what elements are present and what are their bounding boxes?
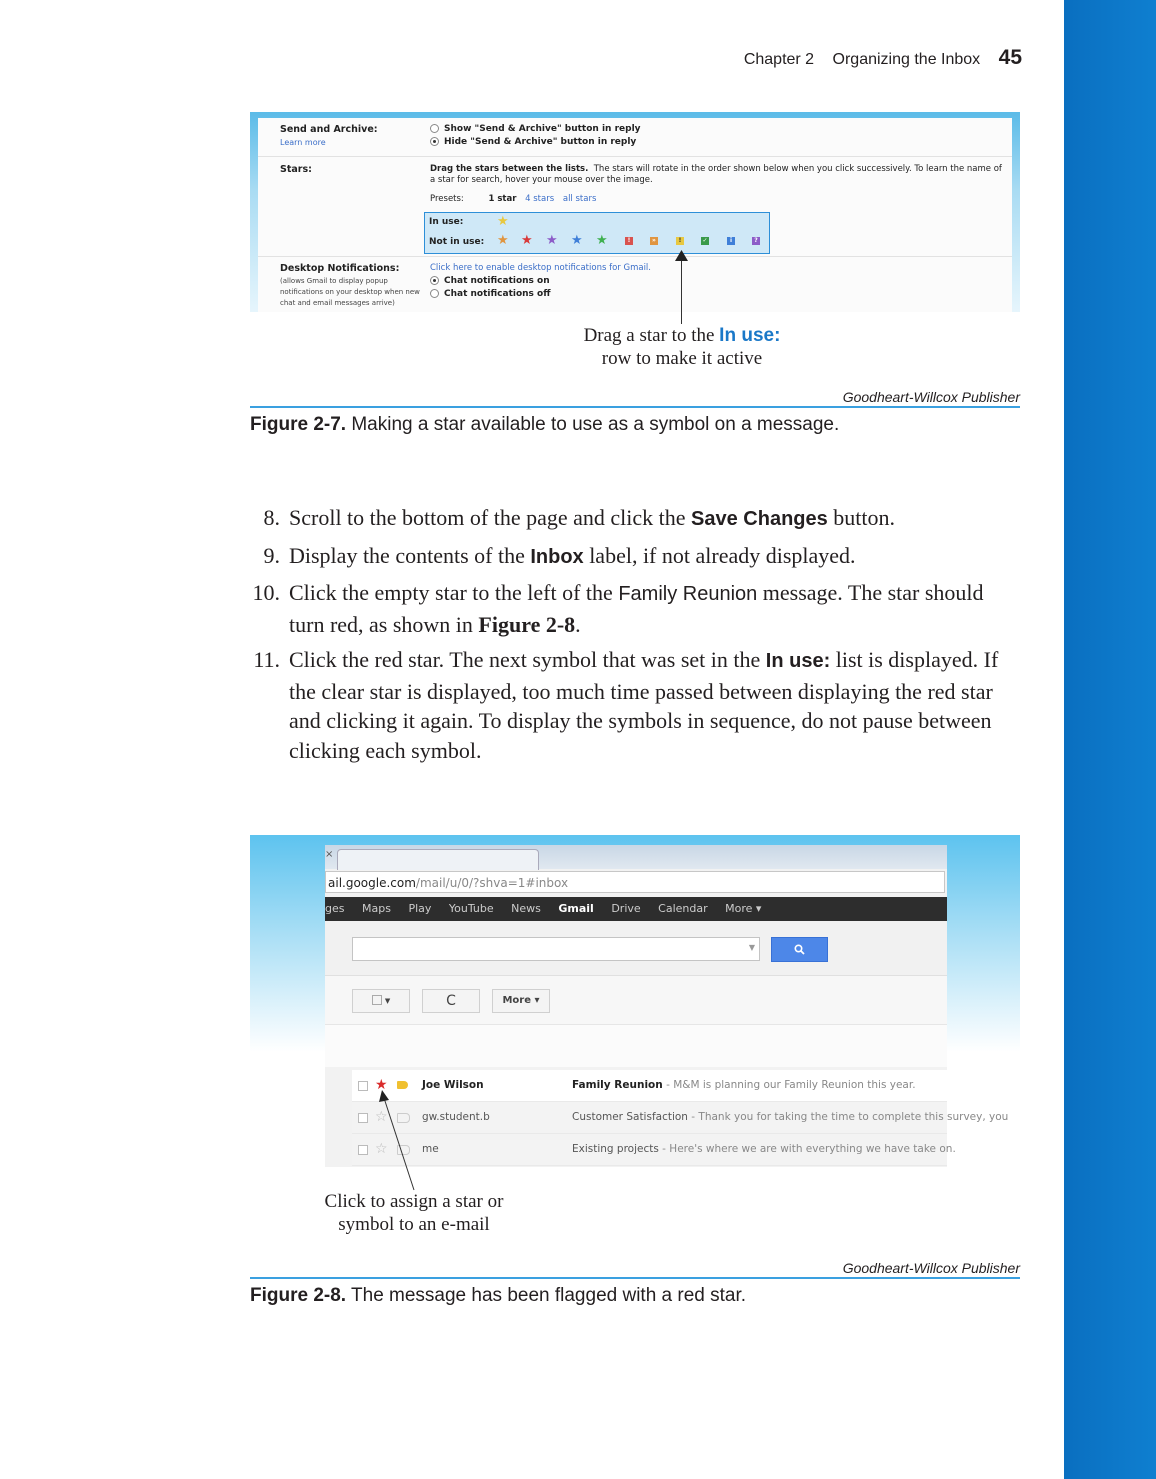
not-in-use-label: Not in use: (429, 237, 485, 247)
chat-notifications-off-option[interactable]: Chat notifications off (430, 289, 551, 299)
page-number: 45 (998, 46, 1022, 69)
nav-images[interactable]: ges (325, 902, 345, 915)
desktop-notifications-sub: (allows Gmail to display popup notifications on your desktop when new chat and email messages arrive) (280, 277, 420, 307)
chapter-title: Organizing the Inbox (832, 51, 981, 68)
edge-color-band (1064, 0, 1156, 1479)
blue-info-icon[interactable]: i (727, 237, 735, 245)
sender: me (422, 1143, 439, 1155)
subject-line: Customer Satisfaction - Thank you for taking the time to complete this survey, you (572, 1111, 1009, 1123)
callout-leader-line (370, 1090, 420, 1192)
purple-star-icon[interactable]: ★ (546, 233, 558, 248)
mail-list-spacer (325, 1025, 947, 1067)
search-button[interactable] (771, 937, 828, 962)
more-button[interactable]: More ▾ (492, 989, 550, 1013)
browser-tab[interactable] (337, 849, 539, 870)
gmail-settings-panel (258, 118, 1012, 312)
subject-line: Family Reunion - M&M is planning our Family Reunion this year. (572, 1079, 916, 1091)
preset-1-star[interactable]: 1 star (488, 194, 517, 204)
address-bar[interactable]: ail.google.com/mail/u/0/?shva=1#inbox (325, 871, 945, 893)
nav-news[interactable]: News (511, 902, 541, 915)
preset-all-stars[interactable]: all stars (562, 194, 597, 204)
step-11: 11. Click the red star. The next symbol that was set in the In use: list is displayed. If the clear star is displayed, too much time passed between displaying the red star and clicking it again. To display the symbols in sequence, do not pause between clicking each symbol. (253, 647, 999, 763)
nav-maps[interactable]: Maps (361, 902, 391, 915)
red-star-icon[interactable]: ★ (521, 233, 533, 248)
stars-label: Stars: (280, 164, 312, 175)
mail-toolbar (325, 976, 947, 1025)
in-use-label: In use: (429, 217, 464, 227)
chevron-down-icon[interactable]: ▼ (748, 943, 755, 952)
search-row (325, 921, 947, 976)
green-star-icon[interactable]: ★ (596, 233, 608, 248)
red-star-icon[interactable]: ★ (375, 1077, 388, 1093)
importance-marker-icon[interactable] (397, 1081, 408, 1089)
learn-more-link[interactable]: Learn more (280, 138, 326, 147)
select-checkbox-button[interactable]: ▼ (352, 989, 410, 1013)
star-lists-box (424, 212, 770, 254)
yellow-star-icon[interactable]: ★ (497, 214, 509, 229)
table-row[interactable] (352, 1134, 956, 1166)
red-bang-icon[interactable]: ! (625, 237, 633, 245)
nav-youtube[interactable]: YouTube (448, 902, 494, 915)
preset-4-stars[interactable]: 4 stars (525, 194, 555, 204)
desktop-notifications-label: Desktop Notifications: (280, 263, 400, 274)
orange-guillemet-icon[interactable]: » (650, 237, 658, 245)
running-head (744, 46, 1022, 70)
arrowhead-icon (675, 250, 688, 262)
callout-highlight: In use: (719, 325, 781, 346)
row-checkbox[interactable] (358, 1113, 368, 1123)
figure-2-7-screenshot (250, 112, 1020, 312)
figure-2-8-callout: Click to assign a star or symbol to an e-mail (324, 1191, 504, 1235)
browser-tab-bar (325, 845, 947, 869)
row-checkbox[interactable] (358, 1081, 368, 1091)
caption-rule (250, 406, 1020, 408)
google-nav-bar (325, 897, 947, 921)
nav-drive[interactable]: Drive (611, 902, 641, 915)
step-10: 10. Click the empty star to the left of the Family Reunion message. The star should turn red, as shown in Figure 2-8. (252, 580, 984, 637)
desktop-notifications-row (258, 256, 1012, 312)
radio-selected-icon[interactable] (430, 137, 439, 146)
empty-star-icon[interactable]: ☆ (375, 1141, 388, 1157)
enable-desktop-notifications-link[interactable]: Click here to enable desktop notifications for Gmail. (430, 263, 651, 273)
send-archive-row (258, 118, 1012, 157)
refresh-icon: C (446, 993, 456, 1009)
nav-play[interactable]: Play (408, 902, 432, 915)
presets-line: Presets: 1 star 4 stars all stars (430, 194, 597, 204)
radio-selected-icon[interactable] (430, 276, 439, 285)
figure-2-8-credit: Goodheart-Willcox Publisher (842, 1260, 1020, 1276)
green-check-icon[interactable]: ✓ (702, 237, 708, 244)
nav-more[interactable]: More ▾ (725, 902, 762, 915)
orange-star-icon[interactable]: ★ (497, 233, 509, 248)
step-9: 9. Display the contents of the Inbox label, if not already displayed. (263, 542, 856, 568)
row-checkbox[interactable] (358, 1145, 368, 1155)
purple-question-icon[interactable]: ? (752, 237, 760, 245)
figure-2-8-caption: Figure 2-8. The message has been flagged with a red star. (250, 1285, 747, 1306)
table-row[interactable] (352, 1102, 1009, 1134)
radio-icon[interactable] (430, 289, 439, 298)
table-row[interactable] (352, 1070, 947, 1102)
hide-send-archive-option[interactable]: Hide "Send & Archive" button in reply (430, 137, 636, 147)
callout-leader-line (681, 258, 682, 324)
chapter-label: Chapter 2 (743, 51, 815, 68)
refresh-button[interactable] (422, 989, 480, 1013)
blue-star-icon[interactable]: ★ (571, 233, 583, 248)
search-input[interactable] (352, 937, 760, 961)
yellow-bang-icon[interactable]: ! (676, 237, 684, 245)
subject-line: Existing projects - Here's where we are with everything we have take on. (572, 1143, 956, 1155)
chat-notifications-on-option[interactable]: Chat notifications on (430, 276, 550, 286)
nav-gmail[interactable]: Gmail (558, 902, 594, 915)
figure-2-7-caption: Figure 2-7. Making a star available to use as a symbol on a message. (250, 414, 840, 435)
nav-calendar[interactable]: Calendar (658, 902, 708, 915)
empty-star-icon[interactable]: ☆ (375, 1109, 388, 1125)
send-archive-label: Send and Archive: (280, 124, 378, 135)
instruction-steps (250, 503, 1020, 771)
sender: Joe Wilson (422, 1079, 484, 1091)
figure-2-7-credit: Goodheart-Willcox Publisher (842, 389, 1020, 405)
sender: gw.student.b (422, 1111, 490, 1123)
figure-2-7-callout: Drag a star to the In use: row to make it active (583, 325, 781, 369)
stars-instruction: Drag the stars between the lists. The stars will rotate in the order shown below when you click successively. To learn the name of a star for search, hover your mouse over the image. (430, 164, 1002, 185)
search-icon (794, 944, 805, 955)
step-8: 8. Scroll to the bottom of the page and click the Save Changes button. (263, 505, 895, 530)
caption-rule (250, 1277, 1020, 1279)
radio-icon[interactable] (430, 124, 439, 133)
show-send-archive-option[interactable]: Show "Send & Archive" button in reply (430, 124, 641, 134)
tab-close-icon[interactable]: × (325, 849, 334, 860)
